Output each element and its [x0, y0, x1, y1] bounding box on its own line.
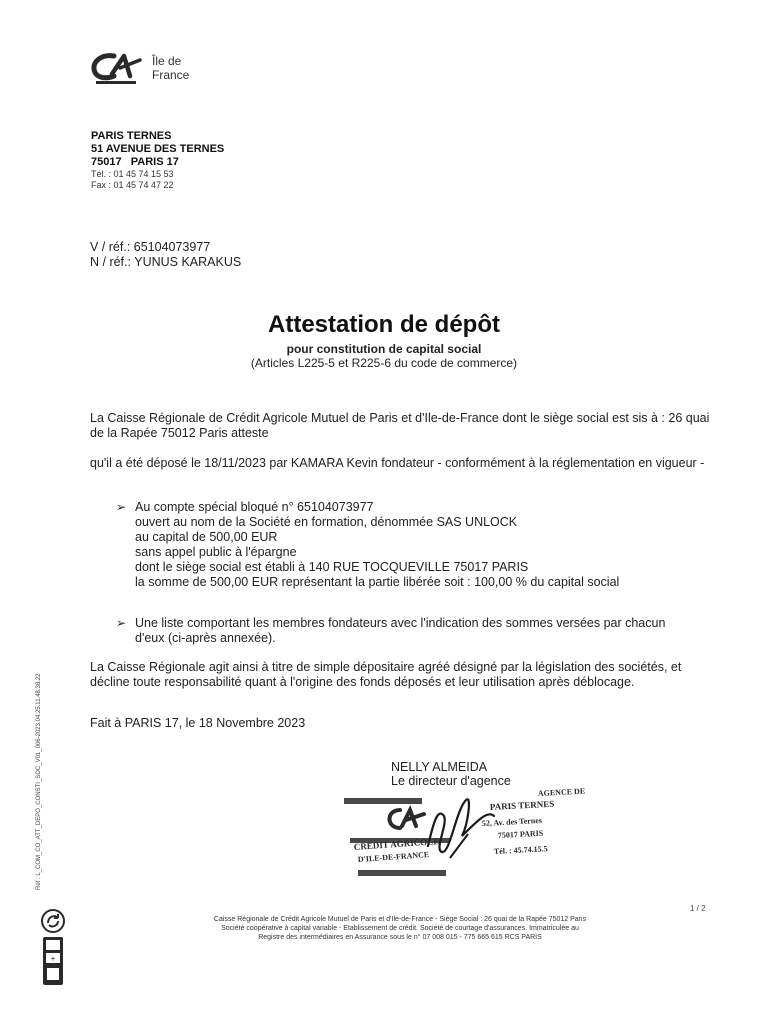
deposit-paragraph: qu'il a été déposé le 18/11/2023 par KAMARA Kevin fondateur - conformément à la réglementation en vigueur - — [90, 456, 705, 470]
agency-street: 51 AVENUE DES TERNES — [91, 143, 225, 155]
svg-text:+: + — [50, 954, 56, 963]
agency-fax: Fax : 01 45 74 47 22 — [91, 180, 174, 190]
stamp-line: AGENCE DE — [537, 786, 586, 798]
agency-stamp — [338, 780, 588, 888]
founders-list-item: Une liste comportant les membres fondateurs avec l'indication des sommes versées par chacun d'eux (ci-après annexée). — [135, 616, 666, 645]
stamp-smudge — [358, 870, 446, 876]
agency-name: PARIS TERNES — [91, 130, 172, 142]
account-line: Au compte spécial bloqué n° 65104073977 — [135, 500, 374, 514]
bullet-arrow-icon: ➢ — [116, 616, 127, 630]
margin-reference-text: Réf : L_COM_CO_ATT_DEPO_CONSTI_SOC_V01_006-2023.04.25.11.48.38.22 — [36, 673, 42, 890]
stamp-logo-icon — [390, 810, 425, 828]
footer-line-2: Société coopérative à capital variable - Etablissement de crédit. Société de courtage d'assurances. Immatriculée au — [221, 925, 579, 932]
footer-line-1: Caisse Régionale de Crédit Agricole Mutuel de Paris et d'Ile-de-France - Siège Social : 26 quai de la Rapée 75012 Paris — [213, 916, 587, 923]
public-offer-line: sans appel public à l'épargne — [135, 545, 297, 559]
agency-address — [91, 130, 224, 191]
credit-agricole-logo — [90, 52, 146, 86]
stamp-brand-line: D'ILE-DE-FRANCE — [357, 850, 430, 864]
stamp-line: Tél. : 45.74.15.5 — [493, 844, 548, 856]
stamp-smudge — [344, 798, 422, 804]
page-number: 1 / 2 — [690, 904, 706, 913]
signatory-role: Le directeur d'agence — [391, 774, 511, 788]
our-reference: N / réf.: YUNUS KARAKUS — [90, 255, 242, 269]
place-date: Fait à PARIS 17, le 18 Novembre 2023 — [90, 716, 306, 730]
deposit-details — [135, 500, 710, 590]
intro-paragraph: La Caisse Régionale de Crédit Agricole Mutuel de Paris et d'Ile-de-France dont le siège social est sis à : 26 quai de la Rapée 75012 Paris atteste — [90, 411, 710, 440]
agency-phone: Tél. : 01 45 74 15 53 — [91, 169, 174, 179]
your-reference: V / réf.: 65104073977 — [90, 240, 211, 254]
stamp-line: 75017 PARIS — [497, 828, 544, 840]
seat-line: dont le siège social est établi à 140 RUE TOCQUEVILLE 75017 PARIS — [135, 560, 529, 574]
document-subtitle: pour constitution de capital social — [286, 342, 482, 356]
agency-city: 75017 PARIS 17 — [91, 156, 179, 168]
legal-footer — [130, 915, 670, 942]
company-line: ouvert au nom de la Société en formation, dénommée SAS UNLOCK — [135, 515, 518, 529]
signatory-name: NELLY ALMEIDA — [391, 760, 488, 774]
stamp-brand-line: CRÉDIT AGRICOLE — [353, 836, 440, 852]
amount-line: la somme de 500,00 EUR représentant la partie libérée soit : 100,00 % du capital social — [135, 575, 620, 589]
capital-line: au capital de 500,00 EUR — [135, 530, 278, 544]
bullet-arrow-icon: ➢ — [116, 500, 127, 514]
margin-reference — [36, 673, 50, 900]
references — [90, 240, 241, 270]
logo-text — [152, 54, 189, 82]
stamp-line: 52, Av. des Ternes — [481, 815, 543, 828]
logo-line-2: France — [152, 68, 190, 82]
document-title: Attestation de dépôt — [268, 311, 500, 338]
logo-line-1: Île de — [152, 54, 182, 68]
footer-line-3: Registre des intermédiaires en Assurance sous le n° 07 008 015 - 775 665 615 RCS PARIS — [258, 934, 542, 941]
stamp-line: PARIS TERNES — [489, 798, 555, 812]
document-articles: (Articles L225-5 et R225-6 du code de commerce) — [250, 356, 518, 370]
card-reader-icon — [42, 936, 64, 986]
title-block — [0, 308, 768, 370]
recycle-icon — [40, 908, 66, 934]
disclaimer-paragraph: La Caisse Régionale agit ainsi à titre de simple dépositaire agréé désigné par la législation des sociétés, et décline toute responsabilité quant à l'origine des fonds déposés et leur utilisation après déblocage. — [90, 660, 682, 689]
